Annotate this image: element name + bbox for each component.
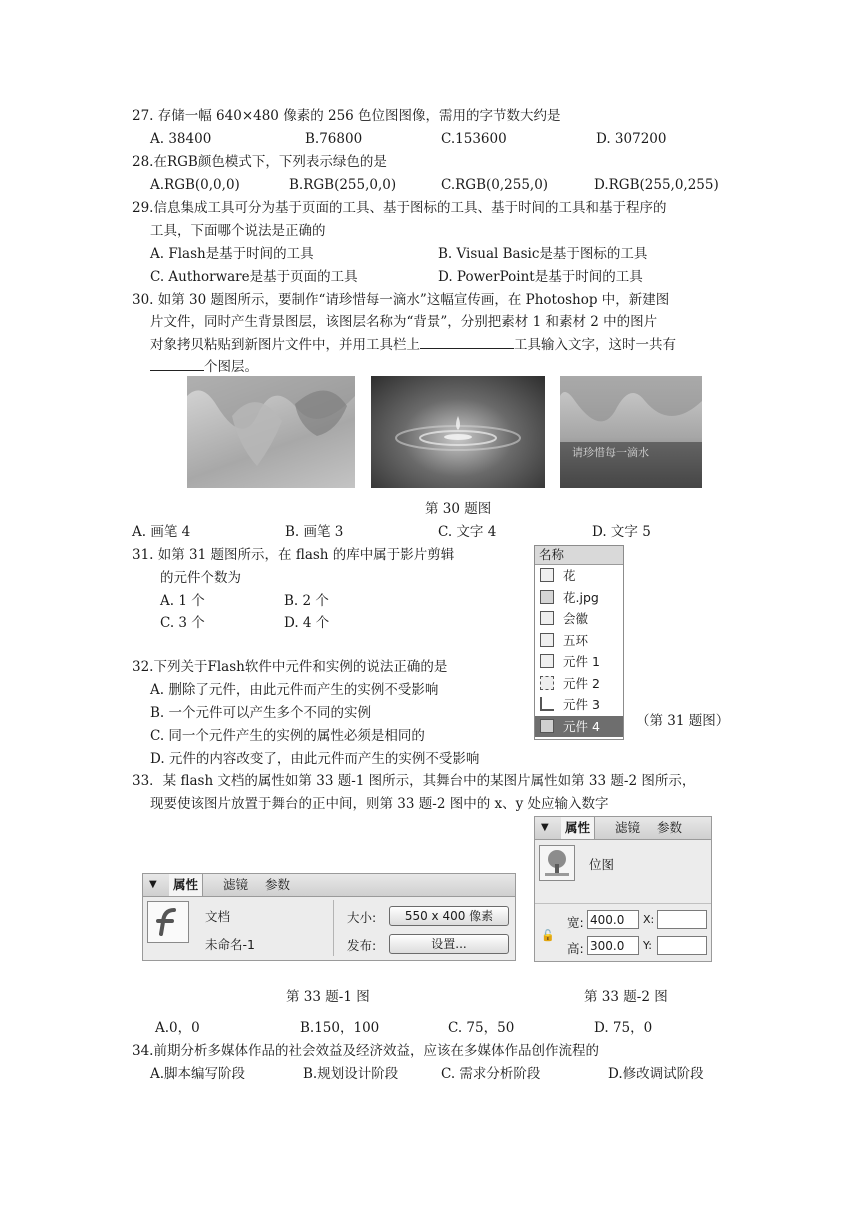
q30-figure-caption: 第 30 题图 bbox=[425, 501, 492, 517]
q34-option-b: B.规划设计阶段 bbox=[303, 1066, 399, 1082]
tab-parameters[interactable]: 参数 bbox=[657, 820, 683, 835]
answer-blank-2 bbox=[150, 356, 204, 371]
library-item[interactable] bbox=[535, 651, 623, 673]
q31-figure-caption: （第 31 题图） bbox=[636, 713, 730, 729]
q28-option-c: C.RGB(0,255,0) bbox=[441, 177, 549, 193]
q28-option-a: A.RGB(0,0,0) bbox=[150, 177, 240, 193]
q34-option-a: A.脚本编写阶段 bbox=[150, 1066, 246, 1082]
movie-clip-icon bbox=[540, 611, 554, 625]
q27-option-d: D. 307200 bbox=[596, 131, 667, 147]
bitmap-type-label: 位图 bbox=[589, 857, 615, 872]
q34-option-d: D.修改调试阶段 bbox=[608, 1066, 704, 1082]
library-item[interactable] bbox=[535, 694, 623, 716]
q30-line4 bbox=[150, 356, 258, 377]
flash-document-icon bbox=[147, 901, 189, 943]
publish-label: 发布: bbox=[347, 938, 377, 953]
q29-option-d: D. PowerPoint是基于时间的工具 bbox=[438, 269, 643, 285]
leaf-image bbox=[187, 376, 355, 488]
q30-option-b: B. 画笔 3 bbox=[285, 524, 344, 540]
movie-clip-icon bbox=[540, 568, 554, 582]
q27-option-c: C.153600 bbox=[441, 131, 507, 147]
q33-option-d: D. 75，0 bbox=[594, 1020, 653, 1036]
q30-line3 bbox=[150, 334, 676, 355]
q30-line3-end: 工具输入文字，这时一共有 bbox=[514, 337, 676, 353]
q30-option-d: D. 文字 5 bbox=[592, 524, 651, 540]
q28-option-d: D.RGB(255,0,255) bbox=[594, 177, 719, 193]
tab-properties[interactable]: 属性 bbox=[561, 817, 595, 839]
q31-line1: 31. 如第 31 题图所示，在 flash 的库中属于影片剪辑 bbox=[132, 547, 455, 563]
publish-settings-button[interactable]: 设置... bbox=[389, 934, 509, 954]
height-field[interactable]: 300.0 bbox=[587, 936, 639, 955]
q32-option-b: B. 一个元件可以产生多个不同的实例 bbox=[150, 705, 372, 721]
library-item-label: 元件 3 bbox=[563, 697, 600, 712]
q31-option-c: C. 3 个 bbox=[160, 615, 205, 631]
document-properties-panel bbox=[142, 873, 516, 961]
tab-parameters[interactable]: 参数 bbox=[265, 877, 291, 892]
x-label: X: bbox=[643, 913, 655, 926]
q32-option-d: D. 元件的内容改变了，由此元件而产生的实例不受影响 bbox=[150, 751, 480, 767]
q34-stem: 34.前期分析多媒体作品的社会效益及经济效益，应该在多媒体作品创作流程的 bbox=[132, 1043, 599, 1059]
library-item[interactable] bbox=[535, 608, 623, 630]
size-button[interactable]: 550 x 400 像素 bbox=[389, 906, 509, 926]
movie-clip-icon bbox=[540, 633, 554, 647]
q33-option-c: C. 75，50 bbox=[448, 1020, 515, 1036]
panel-tabbar bbox=[143, 874, 515, 897]
image-overlay-text: 请珍惜每一滴水 bbox=[572, 446, 649, 459]
library-item[interactable] bbox=[535, 673, 623, 695]
graphic-icon bbox=[540, 719, 554, 733]
bitmap-icon bbox=[540, 590, 554, 604]
library-item[interactable] bbox=[535, 587, 623, 609]
library-item-label: 五环 bbox=[563, 632, 589, 648]
doc-type-label: 文档 bbox=[205, 909, 231, 924]
q29-option-c: C. Authorware是基于页面的工具 bbox=[150, 269, 358, 285]
panel-tabbar bbox=[535, 817, 711, 840]
bitmap-properties-panel bbox=[534, 816, 712, 962]
q34-option-c: C. 需求分析阶段 bbox=[441, 1066, 541, 1082]
q28-stem: 28.在RGB颜色模式下，下列表示绿色的是 bbox=[132, 154, 387, 170]
q29-stem-line2: 工具，下面哪个说法是正确的 bbox=[150, 223, 326, 239]
q31-option-a: A. 1 个 bbox=[160, 593, 205, 609]
q28-option-b: B.RGB(255,0,0) bbox=[289, 177, 397, 193]
tab-filters[interactable]: 滤镜 bbox=[223, 877, 249, 892]
library-item-label: 元件 1 bbox=[563, 654, 600, 669]
movie-clip-icon bbox=[540, 654, 554, 668]
q31-option-b: B. 2 个 bbox=[284, 593, 329, 609]
q29-option-b: B. Visual Basic是基于图标的工具 bbox=[438, 246, 648, 262]
q33-caption-1: 第 33 题-1 图 bbox=[286, 989, 370, 1005]
q31-option-d: D. 4 个 bbox=[284, 615, 330, 631]
tab-properties[interactable]: 属性 bbox=[169, 874, 203, 896]
q32-stem: 32.下列关于Flash软件中元件和实例的说法正确的是 bbox=[132, 659, 448, 675]
q29-stem-line1: 29.信息集成工具可分为基于页面的工具、基于图标的工具、基于时间的工具和基于程序的 bbox=[132, 200, 667, 216]
q27-option-a: A. 38400 bbox=[150, 131, 212, 147]
size-label: 大小: bbox=[347, 910, 377, 925]
lock-icon[interactable]: 🔓 bbox=[541, 929, 555, 942]
q27-option-b: B.76800 bbox=[305, 131, 363, 147]
answer-blank-1 bbox=[420, 334, 514, 349]
q30-line2: 片文件，同时产生背景图层，该图层名称为“背景”，分别把素材 1 和素材 2 中的图片 bbox=[150, 314, 658, 330]
graphic-icon bbox=[540, 676, 554, 690]
q33-line1: 33．某 flash 文档的属性如第 33 题-1 图所示，其舞台中的某图片属性如第 33 题-2 图所示， bbox=[132, 773, 696, 789]
collapse-triangle-icon[interactable]: ▼ bbox=[541, 822, 549, 833]
library-item-label: 花.jpg bbox=[563, 589, 599, 605]
button-symbol-icon bbox=[540, 697, 554, 711]
library-item-label: 会徽 bbox=[563, 611, 589, 626]
library-item[interactable] bbox=[535, 565, 623, 587]
library-item-selected[interactable] bbox=[535, 716, 623, 738]
collapse-triangle-icon[interactable]: ▼ bbox=[149, 879, 157, 890]
q29-option-a: A. Flash是基于时间的工具 bbox=[150, 246, 314, 262]
y-label: Y: bbox=[643, 939, 652, 952]
library-item-label: 元件 4 bbox=[563, 718, 600, 734]
divider bbox=[333, 900, 334, 956]
q32-option-a: A. 删除了元件，由此元件而产生的实例不受影响 bbox=[150, 682, 439, 698]
doc-name: 未命名-1 bbox=[205, 937, 255, 952]
divider bbox=[535, 903, 711, 904]
q30-line4-end: 个图层。 bbox=[204, 359, 258, 375]
q33-line2: 现要使该图片放置于舞台的正中间，则第 33 题-2 图中的 x、y 处应输入数字 bbox=[150, 796, 609, 812]
q33-option-b: B.150，100 bbox=[300, 1020, 380, 1036]
water-drop-image bbox=[371, 376, 545, 488]
width-field[interactable]: 400.0 bbox=[587, 910, 639, 929]
library-item-label: 元件 2 bbox=[563, 675, 600, 691]
y-field[interactable] bbox=[657, 936, 707, 955]
q30-line1: 30. 如第 30 题图所示，要制作“请珍惜每一滴水”这幅宣传画，在 Photoshop 中，新建图 bbox=[132, 292, 670, 308]
q33-caption-2: 第 33 题-2 图 bbox=[584, 989, 668, 1005]
library-item-label: 花 bbox=[563, 568, 576, 583]
library-item[interactable] bbox=[535, 630, 623, 652]
height-label: 高: bbox=[567, 941, 584, 956]
q30-option-a: A. 画笔 4 bbox=[132, 524, 191, 540]
q31-line2: 的元件个数为 bbox=[160, 570, 241, 586]
composite-image bbox=[560, 376, 702, 488]
q32-option-c: C. 同一个元件产生的实例的属性必须是相同的 bbox=[150, 728, 425, 744]
x-field[interactable] bbox=[657, 910, 707, 929]
q33-option-a: A.0，0 bbox=[155, 1020, 200, 1036]
bitmap-tree-icon bbox=[539, 845, 575, 881]
q30-option-c: C. 文字 4 bbox=[438, 524, 497, 540]
tab-filters[interactable]: 滤镜 bbox=[615, 820, 641, 835]
width-label: 宽: bbox=[567, 915, 584, 930]
library-header: 名称 bbox=[535, 546, 623, 565]
q30-line3-text: 对象拷贝粘贴到新图片文件中，并用工具栏上 bbox=[150, 337, 420, 353]
q27-stem: 27. 存储一幅 640×480 像素的 256 色位图图像，需用的字节数大约是 bbox=[132, 108, 561, 124]
flash-library-panel bbox=[534, 545, 624, 740]
